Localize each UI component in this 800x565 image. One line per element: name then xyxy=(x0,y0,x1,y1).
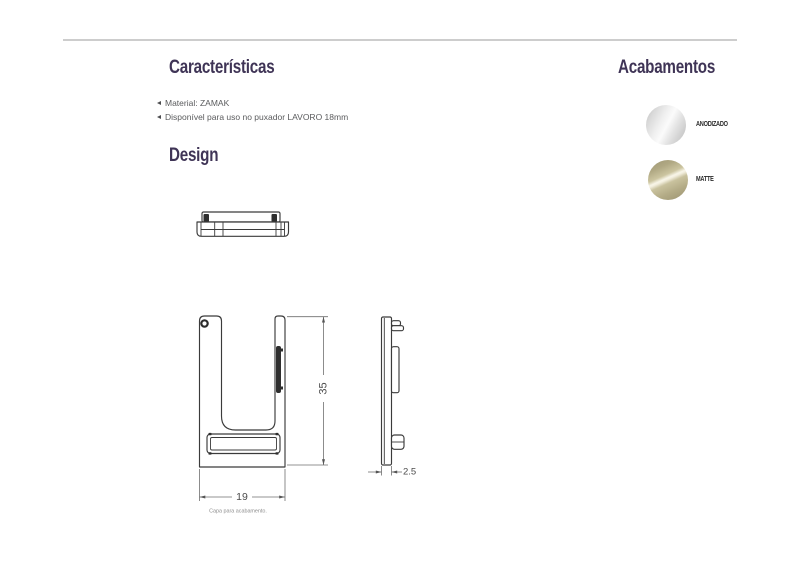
finish-swatch-matte xyxy=(648,160,688,200)
front-view-drawing xyxy=(190,305,340,520)
dimension-width: 19 xyxy=(236,491,248,503)
finish-label-anodizado: ANODIZADO xyxy=(696,121,728,128)
section-title-caracteristicas xyxy=(169,58,301,78)
dimension-thickness: 2.5 xyxy=(403,466,417,478)
dimension-height: 35 xyxy=(317,382,330,395)
section-title-design xyxy=(169,146,231,166)
top-view-drawing xyxy=(193,203,293,243)
latch-bar xyxy=(276,346,281,393)
list-item-compatibility xyxy=(157,110,348,124)
drawing-caption: Capa para acabamento. xyxy=(209,508,267,515)
section-title-text: Características xyxy=(169,57,275,78)
top-tab-lower xyxy=(392,326,404,331)
section-title-acabamentos xyxy=(618,58,739,78)
mounting-hole xyxy=(201,320,207,326)
finish-swatch-anodizado xyxy=(646,105,686,145)
side-latch-bar xyxy=(392,347,400,393)
bullet-triangle-icon xyxy=(157,115,161,119)
finish-label-matte: MATTE xyxy=(696,176,714,183)
clip-right xyxy=(272,214,278,222)
bullet-text: Material: ZAMAK xyxy=(165,98,230,108)
bullet-triangle-icon xyxy=(157,101,161,105)
side-plate xyxy=(382,317,392,465)
list-item-material xyxy=(157,96,348,110)
section-title-text: Acabamentos xyxy=(618,57,716,78)
caracteristicas-list xyxy=(157,96,348,124)
bullet-text: Disponível para uso no puxador LAVORO 18mm xyxy=(165,112,349,122)
top-divider xyxy=(63,39,737,41)
base-bar xyxy=(207,434,280,454)
side-view-drawing xyxy=(355,305,435,485)
top-view-upper-face xyxy=(202,212,280,222)
clip-left xyxy=(204,214,210,222)
top-tab xyxy=(392,321,401,326)
section-title-text: Design xyxy=(169,145,219,166)
